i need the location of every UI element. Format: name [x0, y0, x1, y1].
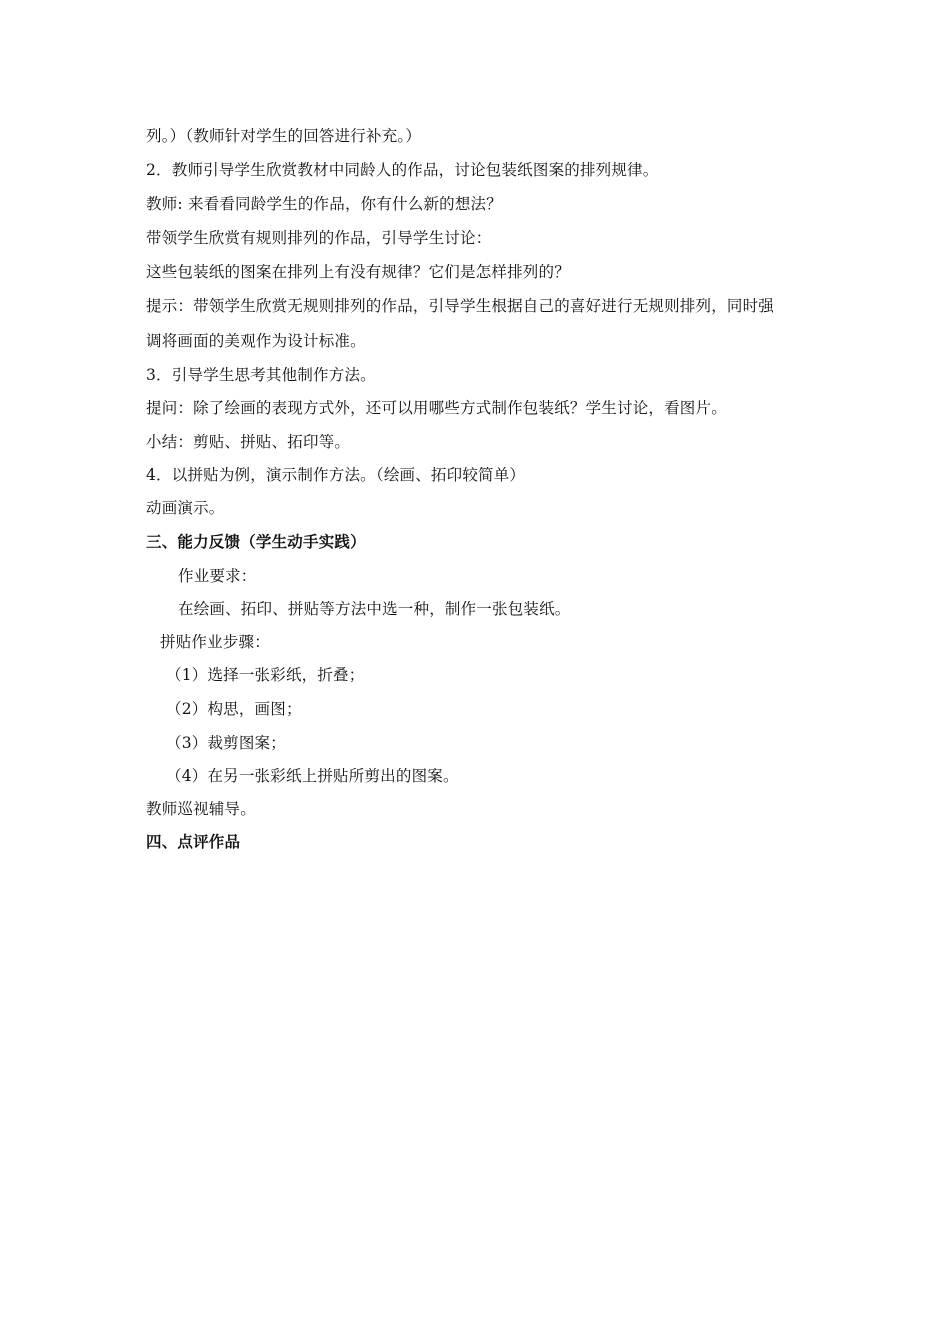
- step-item: （4）在另一张彩纸上拼贴所剪出的图案。: [166, 767, 459, 785]
- paragraph-line: 2．教师引导学生欣赏教材中同龄人的作品，讨论包装纸图案的排列规律。: [146, 161, 659, 179]
- paragraph-line: 4．以拼贴为例，演示制作方法。（绘画、拓印较简单）: [146, 466, 526, 484]
- section-heading: 三、能力反馈（学生动手实践）: [146, 533, 366, 551]
- step-item: （3）裁剪图案；: [166, 734, 286, 752]
- paragraph-line: 列。）（教师针对学生的回答进行补充。）: [146, 127, 422, 145]
- paragraph-line: 3．引导学生思考其他制作方法。: [146, 366, 376, 384]
- steps-label: 拼贴作业步骤：: [160, 633, 270, 651]
- step-item: （2）构思，画图；: [166, 700, 302, 718]
- paragraph-line: 小结：剪贴、拼贴、拓印等。: [146, 433, 351, 451]
- paragraph-line: 提问：除了绘画的表现方式外，还可以用哪些方式制作包装纸？学生讨论，看图片。: [146, 399, 727, 417]
- paragraph-line: 调将画面的美观作为设计标准。: [146, 332, 366, 350]
- section-heading: 四、点评作品: [146, 833, 241, 851]
- paragraph-line: 提示：带领学生欣赏无规则排列的作品，引导学生根据自己的喜好进行无规则排列，同时强: [146, 297, 775, 315]
- paragraph-line: 动画演示。: [146, 499, 225, 517]
- paragraph-line: 带领学生欣赏有规则排列的作品，引导学生讨论：: [146, 229, 492, 247]
- paragraph-line: 教师: 来看看同龄学生的作品，你有什么新的想法？: [146, 195, 502, 213]
- requirement-text: 在绘画、拓印、拼贴等方法中选一种，制作一张包装纸。: [178, 600, 571, 618]
- requirement-label: 作业要求：: [178, 567, 257, 585]
- paragraph-line: 这些包装纸的图案在排列上有没有规律？它们是怎样排列的？: [146, 263, 570, 281]
- closing-line: 教师巡视辅导。: [146, 800, 256, 818]
- step-item: （1）选择一张彩纸，折叠；: [166, 666, 365, 684]
